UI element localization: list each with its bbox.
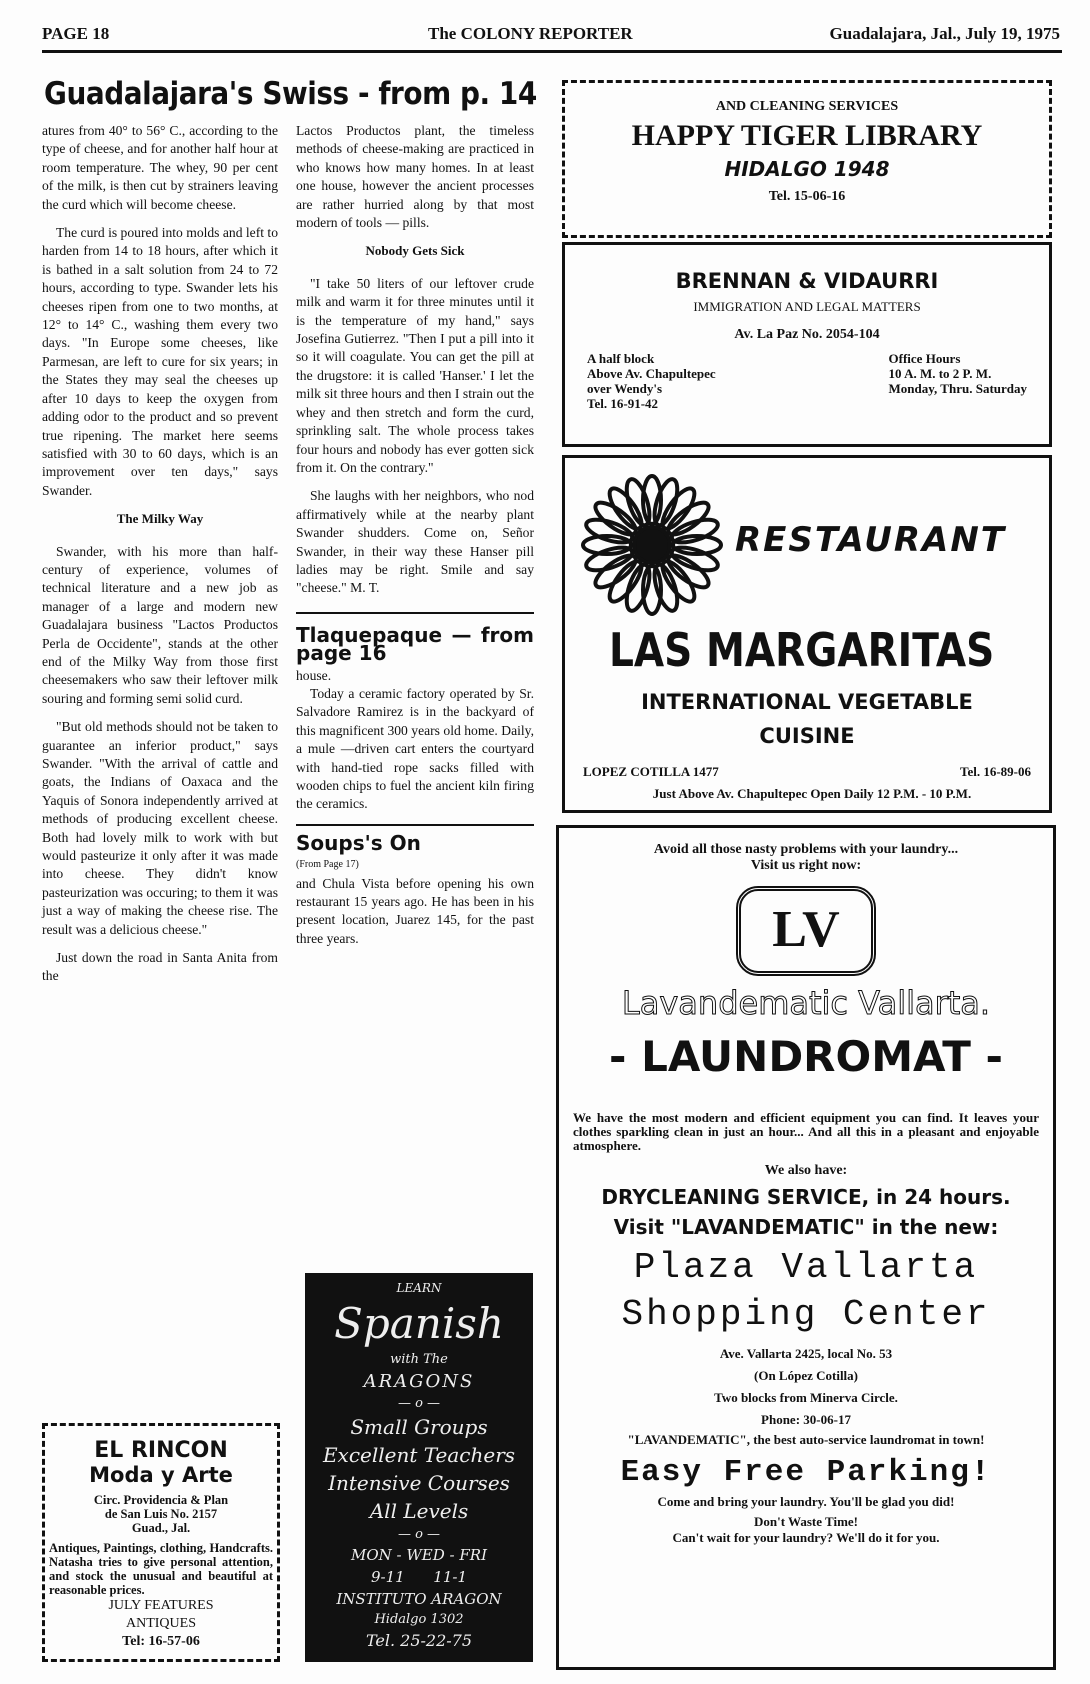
ad-line: Visit us right now: — [750, 858, 862, 873]
text-line: (On López Cotilla) — [754, 1368, 858, 1383]
text-line: Come and bring your laundry. You'll be glad you did! — [657, 1494, 955, 1509]
ad-title: - LAUNDROMAT - — [609, 1032, 1003, 1081]
ad-line: DRYCLEANING SERVICE, in 24 hours. — [601, 1185, 1011, 1209]
paragraph: house. — [296, 667, 332, 683]
paragraph: She laughs with her neighbors, who nod affirmatively while at the nearby plant Swander shudders. Come on, Señor Swander, in their way these Hanser pill ladies may be right. Smile and say "cheese." M. T. — [296, 488, 534, 596]
text-line: Office Hours — [888, 351, 961, 366]
text-line: Tel. 16-91-42 — [587, 396, 659, 411]
ad-phone: Phone: 30-06-17 — [761, 1412, 851, 1427]
divider — [296, 612, 534, 614]
text-line: de San Luis No. 2157 — [104, 1507, 218, 1521]
ad-happy-tiger — [562, 80, 1052, 238]
ad-plaza: Shopping Center — [621, 1294, 991, 1335]
ad-brennan-vidaurri — [562, 242, 1052, 447]
text-line: Don't Waste Time! — [753, 1514, 858, 1529]
text-line: INSTITUTO ARAGON — [336, 1590, 502, 1608]
paragraph: The curd is poured into molds and left to harden from 14 to 18 hours, after which it is bathed in a salt solution from 24 to 72 hours, according to type. Swander lets his cheeses ripen from one to two months, at 12° to 14° C., washing them every two days. "In Europe some cheeses, like Parmesan, are left to cure for six years; in the States they may seal the cheeses up after 10 days to keep the oxygen from adding odor to the product and so prevent true ripening. The market here seems satisfied with 30 to 60 days, which is an improvement over ten days," says Swander. — [42, 225, 278, 498]
subhead: The Milky Way — [116, 511, 204, 527]
flower-petal — [584, 515, 635, 547]
ad-cuisine: INTERNATIONAL VEGETABLE — [641, 690, 973, 714]
ad-address: HIDALGO 1948 — [724, 157, 890, 181]
paragraph: Swander, with his more than half-century of experience, volumes of technical literature and a new job as manager of a large and modern new Guadalajara business "Lactos Productos Perla de Occidente", stands at the other end of the Milky Way from those first cheesemakers who saw their leftover milk souring and forming semi solid curd. — [42, 543, 278, 706]
from-note: (From Page 17) — [296, 859, 359, 871]
ad-tel: Tel. 25-22-75 — [365, 1631, 473, 1650]
text-line: — o — — [397, 1527, 441, 1542]
section-title: Soups's On — [296, 830, 421, 855]
ad-lavandematic — [556, 825, 1056, 1670]
text-line: JULY FEATURES — [108, 1598, 214, 1613]
flower-petal — [622, 477, 654, 528]
ad-address: LOPEZ COTILLA 1477 — [583, 764, 719, 779]
ad-title: HAPPY TIGER LIBRARY — [631, 119, 983, 152]
ad-plaza: Plaza Vallarta — [633, 1247, 979, 1288]
paragraph: atures from 40° to 56° C., according to the type of cheese, and for another half hour at room temperature. The whey, 90 per cent of the milk, is then cut by strainers leaving the curd which will become cheese. — [42, 123, 278, 212]
tlaquepaque-article — [296, 618, 534, 959]
ad-title: BRENNAN & VIDAURRI — [675, 269, 939, 293]
ad-spanish-lessons — [305, 1273, 533, 1662]
text-line: "LAVANDEMATIC", the best auto-service laundromat in town! — [627, 1432, 985, 1447]
flower-petal — [650, 477, 682, 528]
ad-desc: IMMIGRATION AND LEGAL MATTERS — [693, 299, 921, 314]
text-line: Small Groups — [350, 1415, 488, 1439]
article-headline: Guadalajara's Swiss - from p. 14 — [44, 76, 537, 112]
text-line: Ave. Vallarta 2425, local No. 53 — [719, 1346, 893, 1361]
ad-tel: Tel. 15-06-16 — [768, 189, 846, 204]
text-line: MON - WED - FRI — [350, 1546, 487, 1564]
text-line: Two blocks from Minerva Circle. — [714, 1390, 898, 1405]
text-line: A half block — [587, 351, 655, 366]
ad-location — [587, 351, 716, 411]
ad-title: Spanish — [334, 1299, 504, 1348]
ad-body: We have the most modern and efficient equipment you can find. It leaves your clothes sparkling clean in just an hour... And all this in a pleasant and enjoyable atmosphere. — [573, 1110, 1039, 1153]
paragraph: Today a ceramic factory operated by Sr. Salvadore Ramirez is in the backyard of this magnificent 300 years old home. Daily, a mule —driven cart enters the courtyard with hand-tied rope sacks filled with wooden chips to fuel the ancient kiln firing the ceramics. — [296, 685, 534, 812]
article-column-1 — [42, 122, 278, 996]
flower-petal — [669, 543, 720, 575]
text-line: ANTIQUES — [126, 1616, 196, 1631]
ad-line: Visit "LAVANDEMATIC" in the new: — [613, 1215, 999, 1239]
text-line: 9-11 11-1 — [370, 1568, 467, 1586]
text-line: 10 A. M. to 2 P. M. — [888, 366, 992, 381]
ad-parking: Easy Free Parking! — [620, 1455, 992, 1490]
text-line: Intensive Courses — [328, 1471, 510, 1495]
ad-word: RESTAURANT — [735, 520, 1006, 560]
text-line: — o — — [397, 1396, 441, 1411]
subhead: Nobody Gets Sick — [365, 243, 465, 259]
ad-line: Avoid all those nasty problems with your laundry... — [653, 842, 959, 857]
ad-line: We also have: — [764, 1163, 848, 1178]
dateline: Guadalajara, Jal., July 19, 1975 — [829, 24, 1060, 43]
divider — [296, 824, 534, 826]
ad-hours — [889, 351, 1027, 411]
header-rule — [42, 50, 1062, 53]
text-line: Circ. Providencia & Plan — [93, 1493, 229, 1507]
ad-el-rincon — [42, 1423, 280, 1662]
ad-body: Antiques, Paintings, clothing, Handcrafts. Natasha tries to give personal attention, and stock the unusual and beautiful at reasonable prices. — [49, 1541, 273, 1597]
paragraph: Just down the road in Santa Anita from the — [42, 950, 278, 984]
ad-cuisine: CUISINE — [759, 724, 855, 748]
text-line: Guad., Jal. — [131, 1521, 191, 1535]
paragraph: "I take 50 liters of our leftover crude milk and warm it for three minutes until it is the temperature of my hand," says Josefina Gutierrez. "Then I put a pill into it so it will coagulate. You can get the pill at the drugstore: it is called 'Hanser.' I let the milk sit three hours and then I strain out the whey and then stretch and form the curd, sprinkling salt. The whole process takes four hours and nobody has ever gotten sick from it. On the contrary." — [296, 275, 534, 475]
ad-subtitle: Moda y Arte — [89, 1463, 233, 1487]
lavandematic-logo-icon: LV — [736, 886, 876, 976]
ad-logo-text: Lavandematic Vallarta. — [621, 984, 991, 1022]
ad-line: AND CLEANING SERVICES — [715, 99, 899, 114]
text-line: Excellent Teachers — [322, 1443, 516, 1467]
ad-address: Av. La Paz No. 2054-104 — [734, 327, 880, 342]
left-column — [42, 122, 278, 1662]
ad-tel: Tel: 16-57-06 — [122, 1634, 200, 1649]
flower-logo-icon — [577, 470, 727, 620]
text-line: Above Av. Chapultepec — [587, 366, 716, 381]
ad-title: EL RINCON — [94, 1438, 228, 1463]
text-line: Hidalgo 1302 — [374, 1612, 464, 1627]
paragraph: "But old methods should not be taken to guarantee an inferior product," says Swander. "With the arrival of cattle and goats, the Indians of Oaxaca and the Yaquis of Sonora independently arrived at methods of producing excellent cheese. Both had lovely milk to work with but would pasteurize it only after it was made into cheese. They didn't know pasteurization was occuring; to them it was just a way of making the cheese rise. The result was a delicious cheese." — [42, 719, 278, 937]
paragraph: Lactos Productos plant, the timeless methods of cheese-making are practiced in who knows how many homes. In at least one house, however the ancient processes are rather hurried along by that most modern of tools — pills. — [296, 123, 534, 231]
middle-column — [296, 122, 534, 1662]
paper-name: The COLONY REPORTER — [428, 24, 633, 43]
ad-hours: Just Above Av. Chapultepec Open Daily 12 P.M. - 10 P.M. — [652, 786, 972, 801]
article-column-2 — [296, 122, 534, 608]
ad-las-margaritas — [562, 455, 1052, 813]
text-line: over Wendy's — [587, 381, 663, 396]
page-number: PAGE 18 — [42, 24, 110, 43]
section-title: Tlaquepaque — from page 16 — [296, 622, 534, 666]
text-line: LEARN — [396, 1281, 442, 1295]
ad-tel: Tel. 16-89-06 — [959, 764, 1031, 779]
text-line: Can't wait for your laundry? We'll do it for you. — [672, 1530, 940, 1545]
paragraph: and Chula Vista before opening his own restaurant 15 years ago. He has been in his present location, Juarez 145, for the past three years. — [296, 875, 534, 946]
text-line: All Levels — [369, 1499, 469, 1523]
text-line: with The — [390, 1352, 448, 1367]
text-line: Monday, Thru. Saturday — [888, 381, 1027, 396]
text-line: ARAGONS — [363, 1371, 475, 1392]
flower-petal — [622, 562, 654, 613]
ad-title: LAS MARGARITAS — [609, 623, 995, 677]
